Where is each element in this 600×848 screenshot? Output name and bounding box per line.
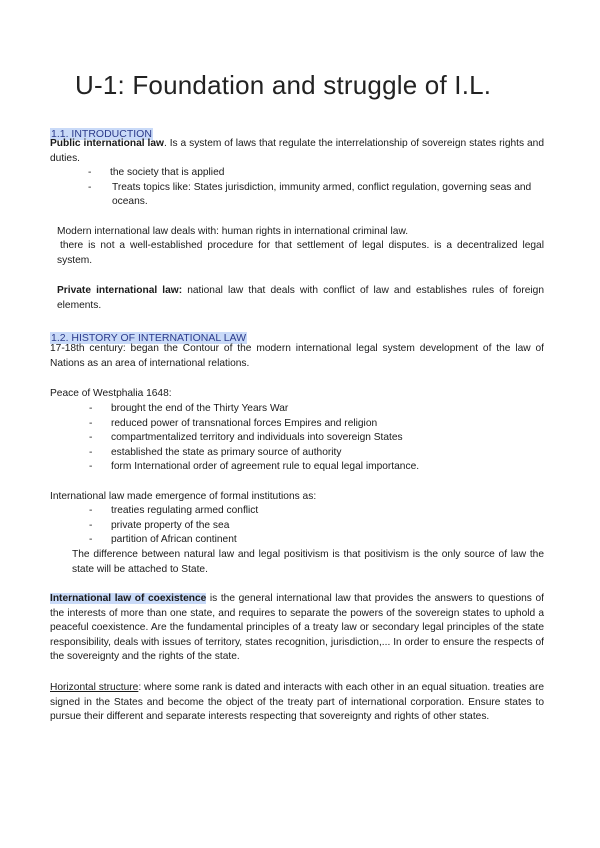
list-item [88,181,544,210]
westphalia-title: Peace of Westphalia 1648: [50,388,172,399]
private-law-paragraph [57,284,544,313]
horizontal-structure-paragraph [50,681,544,725]
list-item [89,519,544,534]
list-item-text: form International order of agreement rule to equal legal importance. [111,461,420,473]
list-item-text: established the state as primary source of authority [111,446,342,458]
heading-introduction-text: 1.1. INTRODUCTION [51,128,152,140]
private-law-term: Private international law: [57,285,183,296]
list-item [89,533,544,548]
westphalia-list [89,402,544,475]
list-item [89,446,544,461]
dash-marker: - [89,432,93,444]
dash-marker: - [89,519,93,531]
coexistence-term: International law of coexistence [50,593,207,604]
dash-marker: - [89,446,93,458]
list-item-text: reduced power of transnational forces Empires and religion [111,417,378,429]
dispute-procedure-paragraph: there is not a well-established procedure for that settlement of legal disputes. is a decentralized legal system. [57,240,544,266]
dash-marker: - [89,461,93,473]
list-item [89,460,544,475]
list-item-text: the society that is applied [110,167,225,178]
public-law-definition: . Is a system of laws that regulate the interrelationship of sovereign states rights and duties. [50,138,544,164]
century-paragraph: 17-18th century: began the Contour of the modern international legal system development of the law of Nations as an area of international relations. [50,343,544,369]
public-law-list [88,166,544,210]
dash-marker: - [89,403,93,414]
dash-marker: - [88,181,92,193]
coexistence-definition: is the general international law that provides the answers to questions of the interests of more than one state, and requires to separate the powers of the sovereign states to uphold a peaceful coexistence. Are the fundamental principles of a treaty law or secondary legal principles of the state responsibility, deals with issues of territory, states recognition, jurisdiction,... In order to ensure the respects of the sovereignty and the rights of the state. [50,593,544,663]
public-law-paragraph [50,137,544,166]
dash-marker: - [89,505,93,516]
list-item [89,402,544,417]
dash-marker: - [89,417,93,429]
horizontal-structure-term: Horizontal structure [50,682,139,693]
list-item-text: Treats topics like: States jurisdiction, immunity armed, conflict regulation, governing seas and oceans. [112,181,532,208]
page-title: U-1: Foundation and struggle of I.L. [75,70,492,100]
list-item-text: treaties regulating armed conflict [111,505,259,516]
list-item-text: private property of the sea [111,519,230,531]
heading-history-text: 1.2. HISTORY OF INTERNATIONAL LAW [51,332,247,344]
list-item-text: compartmentalized territory and individuals into sovereign States [111,432,403,444]
dash-marker: - [88,167,92,178]
list-item-text: partition of African continent [111,534,237,546]
coexistence-paragraph [50,592,544,665]
modern-law-line: Modern international law deals with: human rights in international criminal law. [57,226,409,237]
list-item [89,417,544,432]
public-law-term: Public international law [50,138,164,149]
list-item [89,431,544,446]
private-law-definition: national law that deals with conflict of law and establishes rules of foreign elements. [57,285,544,311]
list-item [89,504,544,519]
positivism-paragraph: The difference between natural law and legal positivism is that positivism is the only source of law the state will be attached to State. [72,549,544,575]
dash-marker: - [89,534,93,546]
institutions-list [89,504,544,548]
list-item [88,166,544,181]
horizontal-structure-definition: : where some rank is dated and interacts with each other in an equal situation. treaties are signed in the States and become the object of the treaty part of international corporation. Ensure states to pursue their different and separate interests respecting that sovereignty and rights of other states. [50,682,545,723]
list-item-text: brought the end of the Thirty Years War [111,403,289,414]
institutions-title: International law made emergence of formal institutions as: [50,491,317,502]
